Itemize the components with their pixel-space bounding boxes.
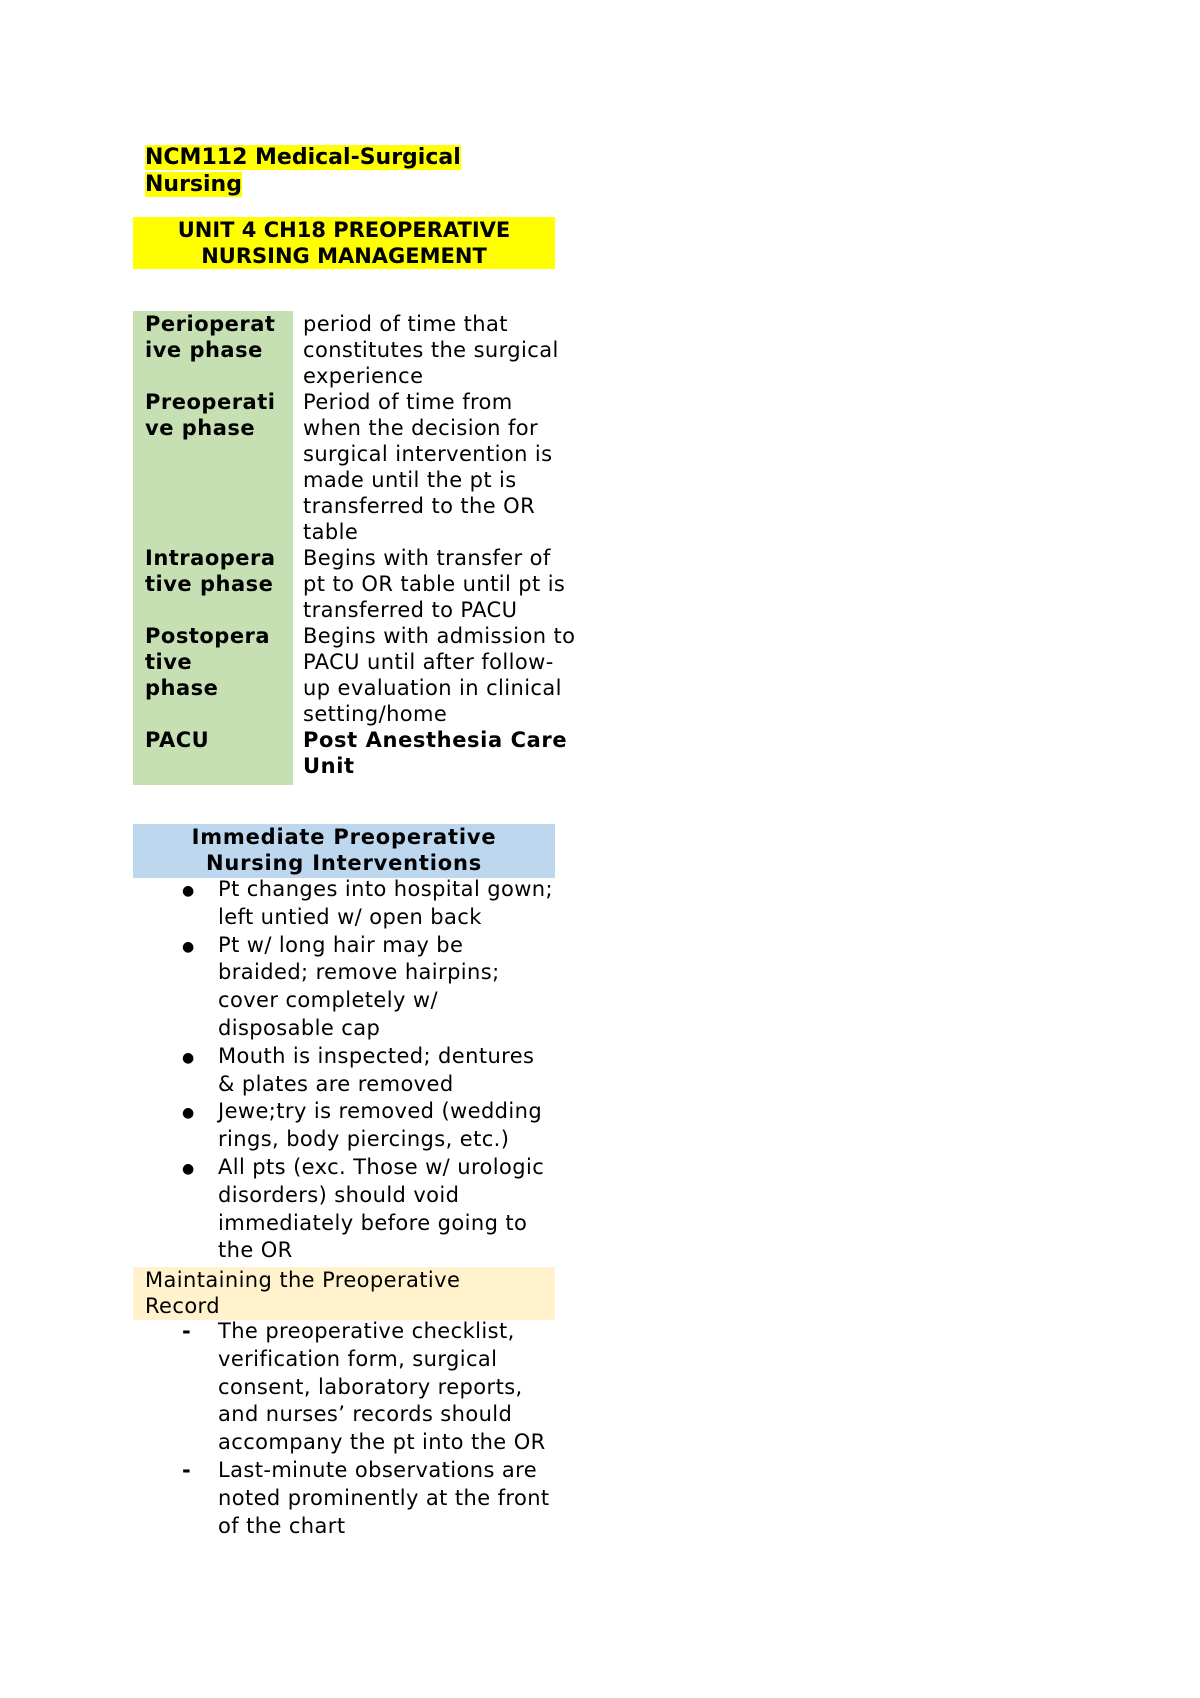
- definition-line: Begins with transfer of: [303, 546, 551, 570]
- term-line: Preoperati: [145, 390, 276, 414]
- list-item: [170, 1318, 580, 1457]
- list-item-line: the OR: [218, 1238, 293, 1263]
- list-item: [170, 876, 570, 932]
- list-item-line: Jewe;try is removed (wedding: [218, 1099, 543, 1124]
- course-title-line1: NCM112 Medical-Surgical: [145, 145, 461, 170]
- definition-line: up evaluation in clinical: [303, 676, 562, 700]
- term-cell: [133, 623, 293, 727]
- definition-line: period of time that: [303, 312, 508, 336]
- bullet-icon: ●: [182, 1160, 195, 1177]
- term-line: tive: [145, 650, 193, 674]
- list-item-line: Last-minute observations are: [218, 1457, 538, 1482]
- list-item-line: & plates are removed: [218, 1071, 454, 1096]
- bullet-icon: ●: [182, 938, 195, 955]
- definition-row: [133, 727, 588, 785]
- definition-row: [133, 545, 588, 623]
- definition-line: Period of time from: [303, 390, 513, 414]
- list-item-line: Pt changes into hospital gown;: [218, 877, 553, 901]
- definition-row: [133, 311, 588, 389]
- definition-line: when the decision for: [303, 416, 539, 440]
- definition-line: constitutes the surgical: [303, 338, 559, 362]
- definition-line: surgical intervention is: [303, 442, 553, 466]
- definitions-table-body: [133, 311, 588, 785]
- definition-line: transferred to PACU: [303, 598, 518, 622]
- term-line: ive phase: [145, 338, 263, 362]
- interventions-list: [170, 876, 570, 1265]
- term-line: phase: [145, 676, 219, 700]
- record-list: [170, 1318, 580, 1540]
- list-item: [170, 1098, 570, 1154]
- term-cell: [133, 311, 293, 389]
- definition-line: made until the pt is: [303, 468, 517, 492]
- dash-icon: -: [182, 1319, 192, 1343]
- term-line: Postopera: [145, 624, 271, 648]
- course-title-line2: Nursing: [145, 172, 242, 197]
- definition-row: [133, 623, 588, 727]
- term-cell: [133, 727, 293, 785]
- list-item-line: All pts (exc. Those w/ urologic: [218, 1154, 545, 1179]
- definition-cell: [293, 389, 588, 545]
- interventions-heading-line1: Immediate Preoperative: [191, 825, 497, 849]
- definition-line: setting/home: [303, 702, 448, 726]
- definition-line: Unit: [303, 754, 355, 778]
- list-item-line: disposable cap: [218, 1015, 381, 1040]
- list-item-line: rings, body piercings, etc.): [218, 1127, 510, 1152]
- bullet-icon: ●: [182, 883, 195, 899]
- definition-cell: [293, 545, 588, 623]
- unit-heading-line1: UNIT 4 CH18 PREOPERATIVE: [177, 218, 511, 242]
- list-item-line: disorders) should void: [218, 1182, 460, 1207]
- list-item: [170, 932, 570, 1043]
- record-heading-line1: Maintaining the Preoperative: [145, 1268, 461, 1292]
- definition-cell: [293, 623, 588, 727]
- list-item-line: The preoperative checklist,: [218, 1319, 515, 1343]
- interventions-heading: [133, 824, 555, 878]
- record-heading-line2: Record: [145, 1294, 220, 1318]
- unit-heading-line2: NURSING MANAGEMENT: [201, 244, 487, 268]
- list-item: [170, 1154, 570, 1265]
- list-item-line: of the chart: [218, 1513, 346, 1538]
- list-item: [170, 1043, 570, 1099]
- list-item-line: immediately before going to: [218, 1210, 528, 1235]
- list-item-line: left untied w/ open back: [218, 904, 482, 929]
- term-line: Intraopera: [145, 546, 276, 570]
- term-cell: [133, 545, 293, 623]
- list-item-line: consent, laboratory reports,: [218, 1374, 523, 1399]
- definition-line: experience: [303, 364, 424, 388]
- definition-line: Begins with admission to: [303, 624, 576, 648]
- definition-line: pt to OR table until pt is: [303, 572, 566, 596]
- list-item-line: Mouth is inspected; dentures: [218, 1043, 535, 1068]
- definition-row: [133, 389, 588, 545]
- list-item-line: Pt w/ long hair may be: [218, 932, 464, 957]
- unit-heading: [133, 217, 555, 269]
- definition-line: table: [303, 520, 359, 544]
- list-item-line: cover completely w/: [218, 988, 438, 1013]
- term-cell: [133, 389, 293, 545]
- course-title: [145, 144, 475, 198]
- term-line: tive phase: [145, 572, 274, 596]
- list-item: [170, 1457, 580, 1540]
- bullet-icon: ●: [182, 1049, 195, 1066]
- definitions-table: [133, 311, 588, 785]
- bullet-icon: ●: [182, 1105, 195, 1122]
- definition-line: PACU until after follow-: [303, 650, 554, 674]
- term-line: Perioperat: [145, 312, 276, 336]
- definition-line: Post Anesthesia Care: [303, 728, 568, 752]
- definition-cell: [293, 311, 588, 389]
- list-item-line: verification form, surgical: [218, 1346, 498, 1371]
- term-line: ve phase: [145, 416, 256, 440]
- interventions-heading-line2: Nursing Interventions: [205, 851, 483, 875]
- definition-line: transferred to the OR: [303, 494, 536, 518]
- list-item-line: braided; remove hairpins;: [218, 960, 500, 985]
- record-heading: [133, 1267, 555, 1320]
- definition-cell: [293, 727, 588, 785]
- dash-icon: -: [182, 1457, 192, 1482]
- list-item-line: accompany the pt into the OR: [218, 1430, 546, 1455]
- list-item-line: and nurses’ records should: [218, 1402, 513, 1427]
- list-item-line: noted prominently at the front: [218, 1485, 550, 1510]
- term-line: PACU: [145, 728, 210, 752]
